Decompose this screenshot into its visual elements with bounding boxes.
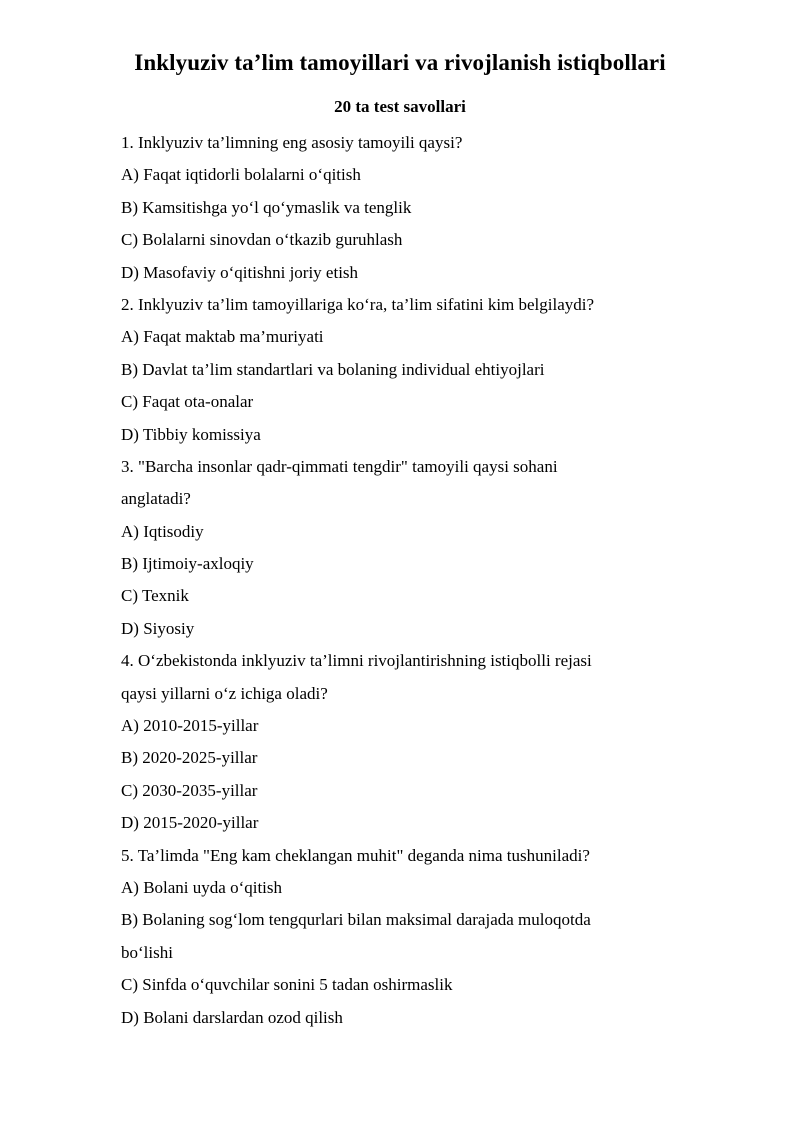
question-4-option-c: C) 2030-2035-yillar <box>121 780 258 800</box>
question-2-option-a: A) Faqat maktab ma’muriyati <box>121 327 324 347</box>
question-2-option-b: B) Davlat ta’lim standartlari va bolaning individual ehtiyojlari <box>121 359 545 379</box>
question-4-text: 4. O‘zbekistonda inklyuziv ta’limni rivojlantirishning istiqbolli rejasi <box>121 651 592 671</box>
question-5-option-b: B) Bolaning sog‘lom tengqurlari bilan maksimal darajada muloqotda <box>121 910 591 930</box>
question-list <box>121 127 661 1034</box>
question-4-option-b: B) 2020-2025-yillar <box>121 748 258 768</box>
question-4-option-d: D) 2015-2020-yillar <box>121 813 259 833</box>
question-1-option-c: C) Bolalarni sinovdan o‘tkazib guruhlash <box>121 230 403 250</box>
question-5-text: 5. Ta’limda "Eng kam cheklangan muhit" deganda nima tushuniladi? <box>121 845 590 865</box>
question-4-text-continued: qaysi yillarni o‘z ichiga oladi? <box>121 683 328 703</box>
document-title: Inklyuziv ta’lim tamoyillari va rivojlanish istiqbollari <box>134 50 666 75</box>
question-4-option-a: A) 2010-2015-yillar <box>121 716 259 736</box>
question-1-text: 1. Inklyuziv ta’limning eng asosiy tamoyili qaysi? <box>121 133 463 152</box>
question-3-text-continued: anglatadi? <box>121 489 191 509</box>
question-1-option-a: A) Faqat iqtidorli bolalarni o‘qitish <box>121 165 361 185</box>
question-1-option-b: B) Kamsitishga yo‘l qo‘ymaslik va tenglik <box>121 197 412 217</box>
question-3-option-b: B) Ijtimoiy-axloqiy <box>121 554 254 574</box>
question-3-text: 3. "Barcha insonlar qadr-qimmati tengdir" tamoyili qaysi sohani <box>121 456 558 476</box>
question-3-option-d: D) Siyosiy <box>121 618 195 638</box>
question-2-option-c: C) Faqat ota-onalar <box>121 392 254 412</box>
question-5-option-a: A) Bolani uyda o‘qitish <box>121 877 283 897</box>
document-subtitle: 20 ta test savollari <box>334 97 466 116</box>
question-1-option-d: D) Masofaviy o‘qitishni joriy etish <box>121 262 359 282</box>
question-3-option-c: C) Texnik <box>121 586 189 606</box>
question-2-option-d: D) Tibbiy komissiya <box>121 424 261 444</box>
question-2-text: 2. Inklyuziv ta’lim tamoyillariga ko‘ra, ta’lim sifatini kim belgilaydi? <box>121 294 595 314</box>
question-3-option-a: A) Iqtisodiy <box>121 521 204 541</box>
question-5-option-d: D) Bolani darslardan ozod qilish <box>121 1007 343 1027</box>
question-5-option-b-continued: bo‘lishi <box>121 942 173 962</box>
question-5-option-c: C) Sinfda o‘quvchilar sonini 5 tadan oshirmaslik <box>121 975 453 995</box>
